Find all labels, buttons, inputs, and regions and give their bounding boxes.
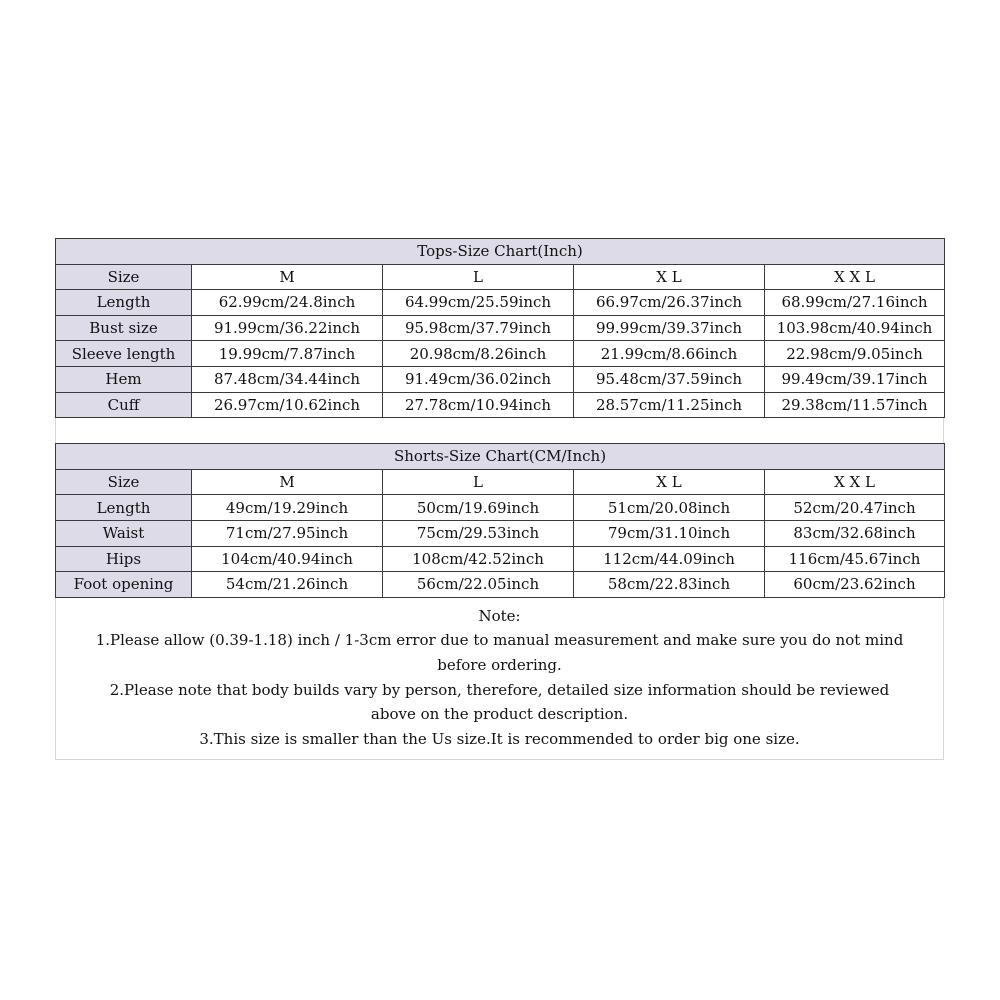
shorts-size-table (55, 443, 945, 598)
tops-title-row (56, 239, 945, 265)
tops-size-table (55, 238, 945, 418)
table-cell: 79cm/31.10inch (574, 520, 765, 546)
table-cell: 29.38cm/11.57inch (765, 392, 945, 418)
table-cell: 91.49cm/36.02inch (383, 366, 574, 392)
table-row (56, 315, 945, 341)
table-cell: 68.99cm/27.16inch (765, 290, 945, 316)
table-cell: 95.98cm/37.79inch (383, 315, 574, 341)
table-cell: 51cm/20.08inch (574, 495, 765, 521)
table-cell: 66.97cm/26.37inch (574, 290, 765, 316)
table-cell: 108cm/42.52inch (383, 546, 574, 572)
table-cell: 20.98cm/8.26inch (383, 341, 574, 367)
table-cell: 71cm/27.95inch (192, 520, 383, 546)
table-cell: 99.49cm/39.17inch (765, 366, 945, 392)
shorts-title-row (56, 444, 945, 470)
shorts-header-m: M (192, 469, 383, 495)
shorts-header-row (56, 469, 945, 495)
table-cell: 52cm/20.47inch (765, 495, 945, 521)
table-cell: 116cm/45.67inch (765, 546, 945, 572)
row-label: Hips (56, 546, 192, 572)
row-label: Cuff (56, 392, 192, 418)
table-row (56, 520, 945, 546)
table-cell: 112cm/44.09inch (574, 546, 765, 572)
tops-header-row (56, 264, 945, 290)
table-cell: 26.97cm/10.62inch (192, 392, 383, 418)
shorts-table-title: Shorts-Size Chart(CM/Inch) (56, 444, 945, 470)
notes-heading: Note: (478, 606, 521, 625)
tops-header-xxl: X X L (765, 264, 945, 290)
note-line: above on the product description. (370, 705, 629, 724)
table-cell: 27.78cm/10.94inch (383, 392, 574, 418)
row-label: Bust size (56, 315, 192, 341)
table-cell: 91.99cm/36.22inch (192, 315, 383, 341)
note-line: 3.This size is smaller than the Us size.It is recommended to order big one size. (199, 729, 800, 748)
tops-header-size: Size (56, 264, 192, 290)
shorts-header-xxl: X X L (765, 469, 945, 495)
table-cell: 95.48cm/37.59inch (574, 366, 765, 392)
tops-header-xl: X L (574, 264, 765, 290)
table-row (56, 341, 945, 367)
table-cell: 64.99cm/25.59inch (383, 290, 574, 316)
table-row (56, 495, 945, 521)
shorts-header-size: Size (56, 469, 192, 495)
table-cell: 22.98cm/9.05inch (765, 341, 945, 367)
note-line: before ordering. (437, 655, 562, 674)
table-row (56, 546, 945, 572)
tops-table-title: Tops-Size Chart(Inch) (56, 239, 945, 265)
table-cell: 19.99cm/7.87inch (192, 341, 383, 367)
shorts-header-xl: X L (574, 469, 765, 495)
table-cell: 49cm/19.29inch (192, 495, 383, 521)
table-cell: 99.99cm/39.37inch (574, 315, 765, 341)
table-cell: 104cm/40.94inch (192, 546, 383, 572)
row-label: Length (56, 495, 192, 521)
table-cell: 54cm/21.26inch (192, 572, 383, 598)
table-row (56, 572, 945, 598)
tops-header-m: M (192, 264, 383, 290)
table-row (56, 290, 945, 316)
shorts-header-l: L (383, 469, 574, 495)
table-cell: 28.57cm/11.25inch (574, 392, 765, 418)
notes-section (55, 598, 944, 761)
table-cell: 50cm/19.69inch (383, 495, 574, 521)
table-cell: 75cm/29.53inch (383, 520, 574, 546)
table-cell: 58cm/22.83inch (574, 572, 765, 598)
row-label: Foot opening (56, 572, 192, 598)
row-label: Waist (56, 520, 192, 546)
size-chart-document (55, 238, 944, 760)
row-label: Length (56, 290, 192, 316)
row-label: Sleeve length (56, 341, 192, 367)
table-cell: 62.99cm/24.8inch (192, 290, 383, 316)
table-cell: 60cm/23.62inch (765, 572, 945, 598)
table-cell: 87.48cm/34.44inch (192, 366, 383, 392)
table-cell: 83cm/32.68inch (765, 520, 945, 546)
note-line: 1.Please allow (0.39-1.18) inch / 1-3cm error due to manual measurement and make sure you do not mind (95, 631, 904, 650)
table-row (56, 392, 945, 418)
note-line: 2.Please note that body builds vary by person, therefore, detailed size information should be reviewed (109, 680, 890, 699)
table-cell: 56cm/22.05inch (383, 572, 574, 598)
row-label: Hem (56, 366, 192, 392)
table-spacer (55, 418, 944, 443)
tops-header-l: L (383, 264, 574, 290)
table-cell: 103.98cm/40.94inch (765, 315, 945, 341)
table-row (56, 366, 945, 392)
table-cell: 21.99cm/8.66inch (574, 341, 765, 367)
